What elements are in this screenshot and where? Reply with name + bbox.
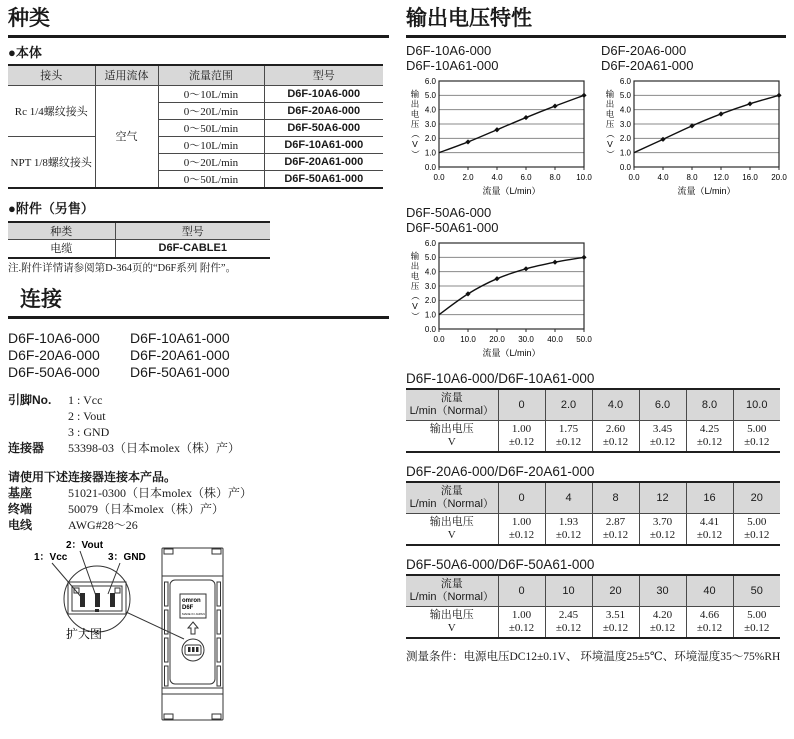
spec-table-section-50 [406, 557, 786, 639]
joint-cell: Rc 1/4螺纹接头 [8, 85, 95, 136]
flow-row-header: 流量 L/min（Normal） [406, 575, 498, 607]
svg-text:10.0: 10.0 [576, 173, 592, 182]
chart-title [406, 205, 592, 235]
chart-model-line: D6F-50A6-000 [406, 205, 492, 220]
model-cell: D6F-20A6-000 [264, 102, 383, 119]
model-item: D6F-20A61-000 [130, 346, 230, 363]
pinout-block [8, 392, 389, 456]
svg-text:16.0: 16.0 [742, 173, 758, 182]
spec-value: AWG#28～26 [68, 517, 138, 532]
acc-header-model: 型号 [115, 222, 270, 240]
spec-value: 51021-0300（日本molex（株）产） [68, 485, 252, 500]
svg-text:输: 输 [605, 89, 615, 99]
spec-table-section-10 [406, 371, 786, 453]
svg-text:流量（L/min）: 流量（L/min） [677, 186, 736, 196]
chart-model-line: D6F-20A61-000 [601, 58, 694, 73]
svg-text:40.0: 40.0 [547, 335, 563, 344]
use-connector-note: 请使用下述连接器连接本产品。 [8, 469, 177, 484]
pin-2: 2 : Vout [68, 408, 106, 423]
connector-value: 53398-03（日本molex（株）产） [68, 440, 240, 455]
pin-1: 1 : Vcc [68, 392, 103, 407]
spec-table-caption: D6F-50A6-000/D6F-50A61-000 [406, 557, 595, 572]
model-item: D6F-20A6-000 [8, 346, 100, 363]
flow-direction-arrow-icon [188, 622, 198, 634]
voltage-value-cell: 4.41 ±0.12 [686, 514, 733, 546]
flow-header-cell: 40 [686, 575, 733, 607]
svg-text:0.0: 0.0 [424, 324, 436, 334]
flow-header-cell: 16 [686, 482, 733, 514]
range-cell: 0～10L/min [158, 85, 264, 102]
acc-header-kind: 种类 [8, 222, 115, 240]
flow-header-cell: 20 [733, 482, 780, 514]
flow-header-cell: 0 [498, 482, 545, 514]
svg-text:电: 电 [410, 109, 420, 119]
body-sub-label: ●本体 [8, 45, 42, 60]
svg-text:4.0: 4.0 [657, 173, 669, 182]
acc-model-cell: D6F-CABLE1 [115, 240, 270, 258]
flow-header-cell: 4.0 [592, 389, 639, 421]
svg-text:压: 压 [410, 281, 420, 291]
svg-text:流量（L/min）: 流量（L/min） [482, 186, 541, 196]
voltage-row-header: 输出电压 V [406, 421, 498, 453]
svg-text:5.0: 5.0 [424, 253, 436, 263]
flow-row-header: 流量 L/min（Normal） [406, 389, 498, 421]
joint-cell: NPT 1/8螺纹接头 [8, 136, 95, 188]
chart-model-line: D6F-50A61-000 [406, 220, 499, 235]
model-cell: D6F-20A61-000 [264, 153, 383, 170]
svg-text:V: V [607, 139, 613, 149]
chart-block-10 [406, 43, 592, 198]
made-in-text: MADE IN JAPAN [182, 611, 205, 616]
measurement-condition-note: 测量条件：电源电压DC12±0.1V、 环境温度25±5℃、环境湿度35～75%RH [406, 651, 781, 663]
pin-no-label: 引脚No. [8, 392, 52, 407]
accessory-sub-label: ●附件（另售） [8, 200, 94, 216]
spec-table-caption: D6F-10A6-000/D6F-10A61-000 [406, 371, 595, 386]
svg-text:3.0: 3.0 [619, 119, 631, 129]
table-row [8, 136, 383, 153]
svg-text:出: 出 [410, 261, 420, 271]
svg-text:4.0: 4.0 [424, 267, 436, 277]
voltage-value-cell: 1.93 ±0.12 [545, 514, 592, 546]
model-cell: D6F-10A6-000 [264, 85, 383, 102]
spec-label: 电线 [8, 517, 33, 532]
chart-title [601, 43, 787, 73]
svg-text:20.0: 20.0 [489, 335, 505, 344]
flow-header-cell: 6.0 [639, 389, 686, 421]
svg-text:）: ） [410, 149, 420, 159]
svg-text:8.0: 8.0 [686, 173, 698, 182]
output-voltage-chart-10 [406, 74, 592, 198]
accessory-table [8, 221, 270, 259]
section-title-output: 输出电压特性 [406, 6, 786, 38]
svg-text:V: V [412, 301, 418, 311]
table-row [8, 85, 383, 102]
svg-text:2.0: 2.0 [462, 173, 474, 182]
model-item: D6F-10A61-000 [130, 329, 230, 346]
svg-text:（: （ [605, 129, 615, 139]
svg-text:20.0: 20.0 [771, 173, 787, 182]
range-cell: 0～50L/min [158, 119, 264, 136]
voltage-value-cell: 1.00 ±0.12 [498, 607, 545, 639]
svg-text:流量（L/min）: 流量（L/min） [482, 348, 541, 358]
voltage-value-cell: 4.25 ±0.12 [686, 421, 733, 453]
svg-text:10.0: 10.0 [460, 335, 476, 344]
flow-header-cell: 0 [498, 389, 545, 421]
voltage-value-cell: 4.66 ±0.12 [686, 607, 733, 639]
svg-text:出: 出 [605, 99, 615, 109]
svg-text:）: ） [605, 149, 615, 159]
chart-model-line: D6F-10A6-000 [406, 43, 492, 58]
svg-text:3.0: 3.0 [424, 119, 436, 129]
voltage-value-cell: 3.51 ±0.12 [592, 607, 639, 639]
svg-text:6.0: 6.0 [424, 238, 436, 248]
output-voltage-table [406, 388, 780, 453]
svg-text:电: 电 [605, 109, 615, 119]
svg-text:输: 输 [410, 89, 420, 99]
svg-text:5.0: 5.0 [619, 91, 631, 101]
model-list-col1 [8, 330, 130, 381]
flow-header-cell: 8 [592, 482, 639, 514]
chart-block-50 [406, 205, 592, 360]
svg-text:出: 出 [410, 99, 420, 109]
model-cell: D6F-50A6-000 [264, 119, 383, 136]
model-item: D6F-50A6-000 [8, 363, 100, 380]
svg-text:6.0: 6.0 [424, 76, 436, 86]
svg-text:1.0: 1.0 [424, 310, 436, 320]
flow-header-cell: 30 [639, 575, 686, 607]
spec-table-section-20 [406, 464, 786, 546]
fluid-cell: 空气 [95, 85, 158, 188]
svg-text:3.0: 3.0 [424, 281, 436, 291]
col-header-range: 流量范围 [158, 65, 264, 85]
flow-header-cell: 2.0 [545, 389, 592, 421]
svg-text:50.0: 50.0 [576, 335, 592, 344]
model-list-col2 [130, 330, 252, 381]
svg-text:压: 压 [605, 119, 615, 129]
voltage-value-cell: 5.00 ±0.12 [733, 607, 780, 639]
voltage-value-cell: 3.70 ±0.12 [639, 514, 686, 546]
svg-text:0.0: 0.0 [433, 173, 445, 182]
diagram-pin3-label: 3：GND [108, 551, 146, 563]
spec-label: 终端 [8, 501, 33, 516]
col-header-fluid: 适用流体 [95, 65, 158, 85]
model-cell: D6F-50A61-000 [264, 170, 383, 188]
svg-text:4.0: 4.0 [491, 173, 503, 182]
brand-text: omron [182, 597, 201, 604]
model-text: D6F [182, 604, 194, 611]
range-cell: 0～20L/min [158, 153, 264, 170]
voltage-value-cell: 4.20 ±0.12 [639, 607, 686, 639]
model-item: D6F-10A6-000 [8, 329, 100, 346]
svg-text:2.0: 2.0 [424, 134, 436, 144]
chart-model-line: D6F-20A6-000 [601, 43, 687, 58]
svg-text:8.0: 8.0 [549, 173, 561, 182]
connector-specs [8, 485, 389, 533]
voltage-value-cell: 3.45 ±0.12 [639, 421, 686, 453]
flow-header-cell: 20 [592, 575, 639, 607]
svg-text:1.0: 1.0 [424, 148, 436, 158]
svg-text:0.0: 0.0 [619, 162, 631, 172]
svg-text:V: V [412, 139, 418, 149]
flow-header-cell: 12 [639, 482, 686, 514]
output-voltage-chart-20 [601, 74, 787, 198]
spec-value: 50079（日本molex（株）产） [68, 501, 224, 516]
voltage-value-cell: 1.00 ±0.12 [498, 514, 545, 546]
connection-diagram [8, 536, 389, 724]
svg-text:）: ） [410, 311, 420, 321]
diagram-pin2-label: 2：Vout [66, 539, 104, 551]
svg-text:0.0: 0.0 [433, 335, 445, 344]
spec-label: 基座 [8, 485, 33, 500]
svg-text:12.0: 12.0 [713, 173, 729, 182]
col-header-joint: 接头 [8, 65, 95, 85]
voltage-value-cell: 5.00 ±0.12 [733, 514, 780, 546]
svg-text:0.0: 0.0 [628, 173, 640, 182]
svg-text:5.0: 5.0 [424, 91, 436, 101]
svg-text:（: （ [410, 129, 420, 139]
flow-header-cell: 8.0 [686, 389, 733, 421]
svg-text:0.0: 0.0 [424, 162, 436, 172]
output-voltage-chart-50 [406, 236, 592, 360]
col-header-model: 型号 [264, 65, 383, 85]
voltage-value-cell: 1.00 ±0.12 [498, 421, 545, 453]
output-voltage-table [406, 574, 780, 639]
accessory-note: 注.附件详情请参阅第D-364页的“D6F系列 附件”。 [8, 262, 237, 274]
table-row [8, 240, 270, 258]
acc-kind-cell: 电缆 [8, 240, 115, 258]
connector-pins [80, 593, 115, 612]
range-cell: 0～10L/min [158, 136, 264, 153]
flow-row-header: 流量 L/min（Normal） [406, 482, 498, 514]
svg-text:2.0: 2.0 [424, 296, 436, 306]
svg-text:电: 电 [410, 271, 420, 281]
spec-table-caption: D6F-20A6-000/D6F-20A61-000 [406, 464, 595, 479]
voltage-value-cell: 2.87 ±0.12 [592, 514, 639, 546]
flow-header-cell: 10.0 [733, 389, 780, 421]
voltage-row-header: 输出电压 V [406, 514, 498, 546]
chart-title [406, 43, 592, 73]
svg-text:2.0: 2.0 [619, 134, 631, 144]
svg-text:6.0: 6.0 [520, 173, 532, 182]
range-cell: 0～20L/min [158, 102, 264, 119]
model-cell: D6F-10A61-000 [264, 136, 383, 153]
svg-text:4.0: 4.0 [619, 105, 631, 115]
flow-header-cell: 10 [545, 575, 592, 607]
svg-text:30.0: 30.0 [518, 335, 534, 344]
right-column [397, 0, 794, 724]
model-list [8, 330, 389, 381]
section-title-connect: 连接 [8, 287, 389, 319]
voltage-value-cell: 5.00 ±0.12 [733, 421, 780, 453]
product-selection-table [8, 64, 383, 189]
flow-header-cell: 0 [498, 575, 545, 607]
pin-3: 3 : GND [68, 424, 110, 439]
svg-text:6.0: 6.0 [619, 76, 631, 86]
flow-header-cell: 50 [733, 575, 780, 607]
svg-text:1.0: 1.0 [619, 148, 631, 158]
svg-text:输: 输 [410, 251, 420, 261]
flow-header-cell: 4 [545, 482, 592, 514]
output-voltage-table [406, 481, 780, 546]
svg-text:4.0: 4.0 [424, 105, 436, 115]
sensor-body-drawing [162, 548, 223, 720]
range-cell: 0～50L/min [158, 170, 264, 188]
section-title-kinds: 种类 [8, 6, 389, 38]
voltage-value-cell: 1.75 ±0.12 [545, 421, 592, 453]
model-item: D6F-50A61-000 [130, 363, 230, 380]
svg-text:（: （ [410, 291, 420, 301]
voltage-row-header: 输出电压 V [406, 607, 498, 639]
charts-row [406, 43, 786, 198]
svg-text:压: 压 [410, 119, 420, 129]
chart-model-line: D6F-10A61-000 [406, 58, 499, 73]
connector-label: 连接器 [8, 440, 45, 455]
voltage-value-cell: 2.45 ±0.12 [545, 607, 592, 639]
voltage-value-cell: 2.60 ±0.12 [592, 421, 639, 453]
left-column [0, 0, 397, 724]
chart-block-20 [601, 43, 787, 198]
enlarged-view-label: 扩大图 [66, 626, 103, 641]
diagram-pin1-label: 1：Vcc [34, 551, 68, 563]
